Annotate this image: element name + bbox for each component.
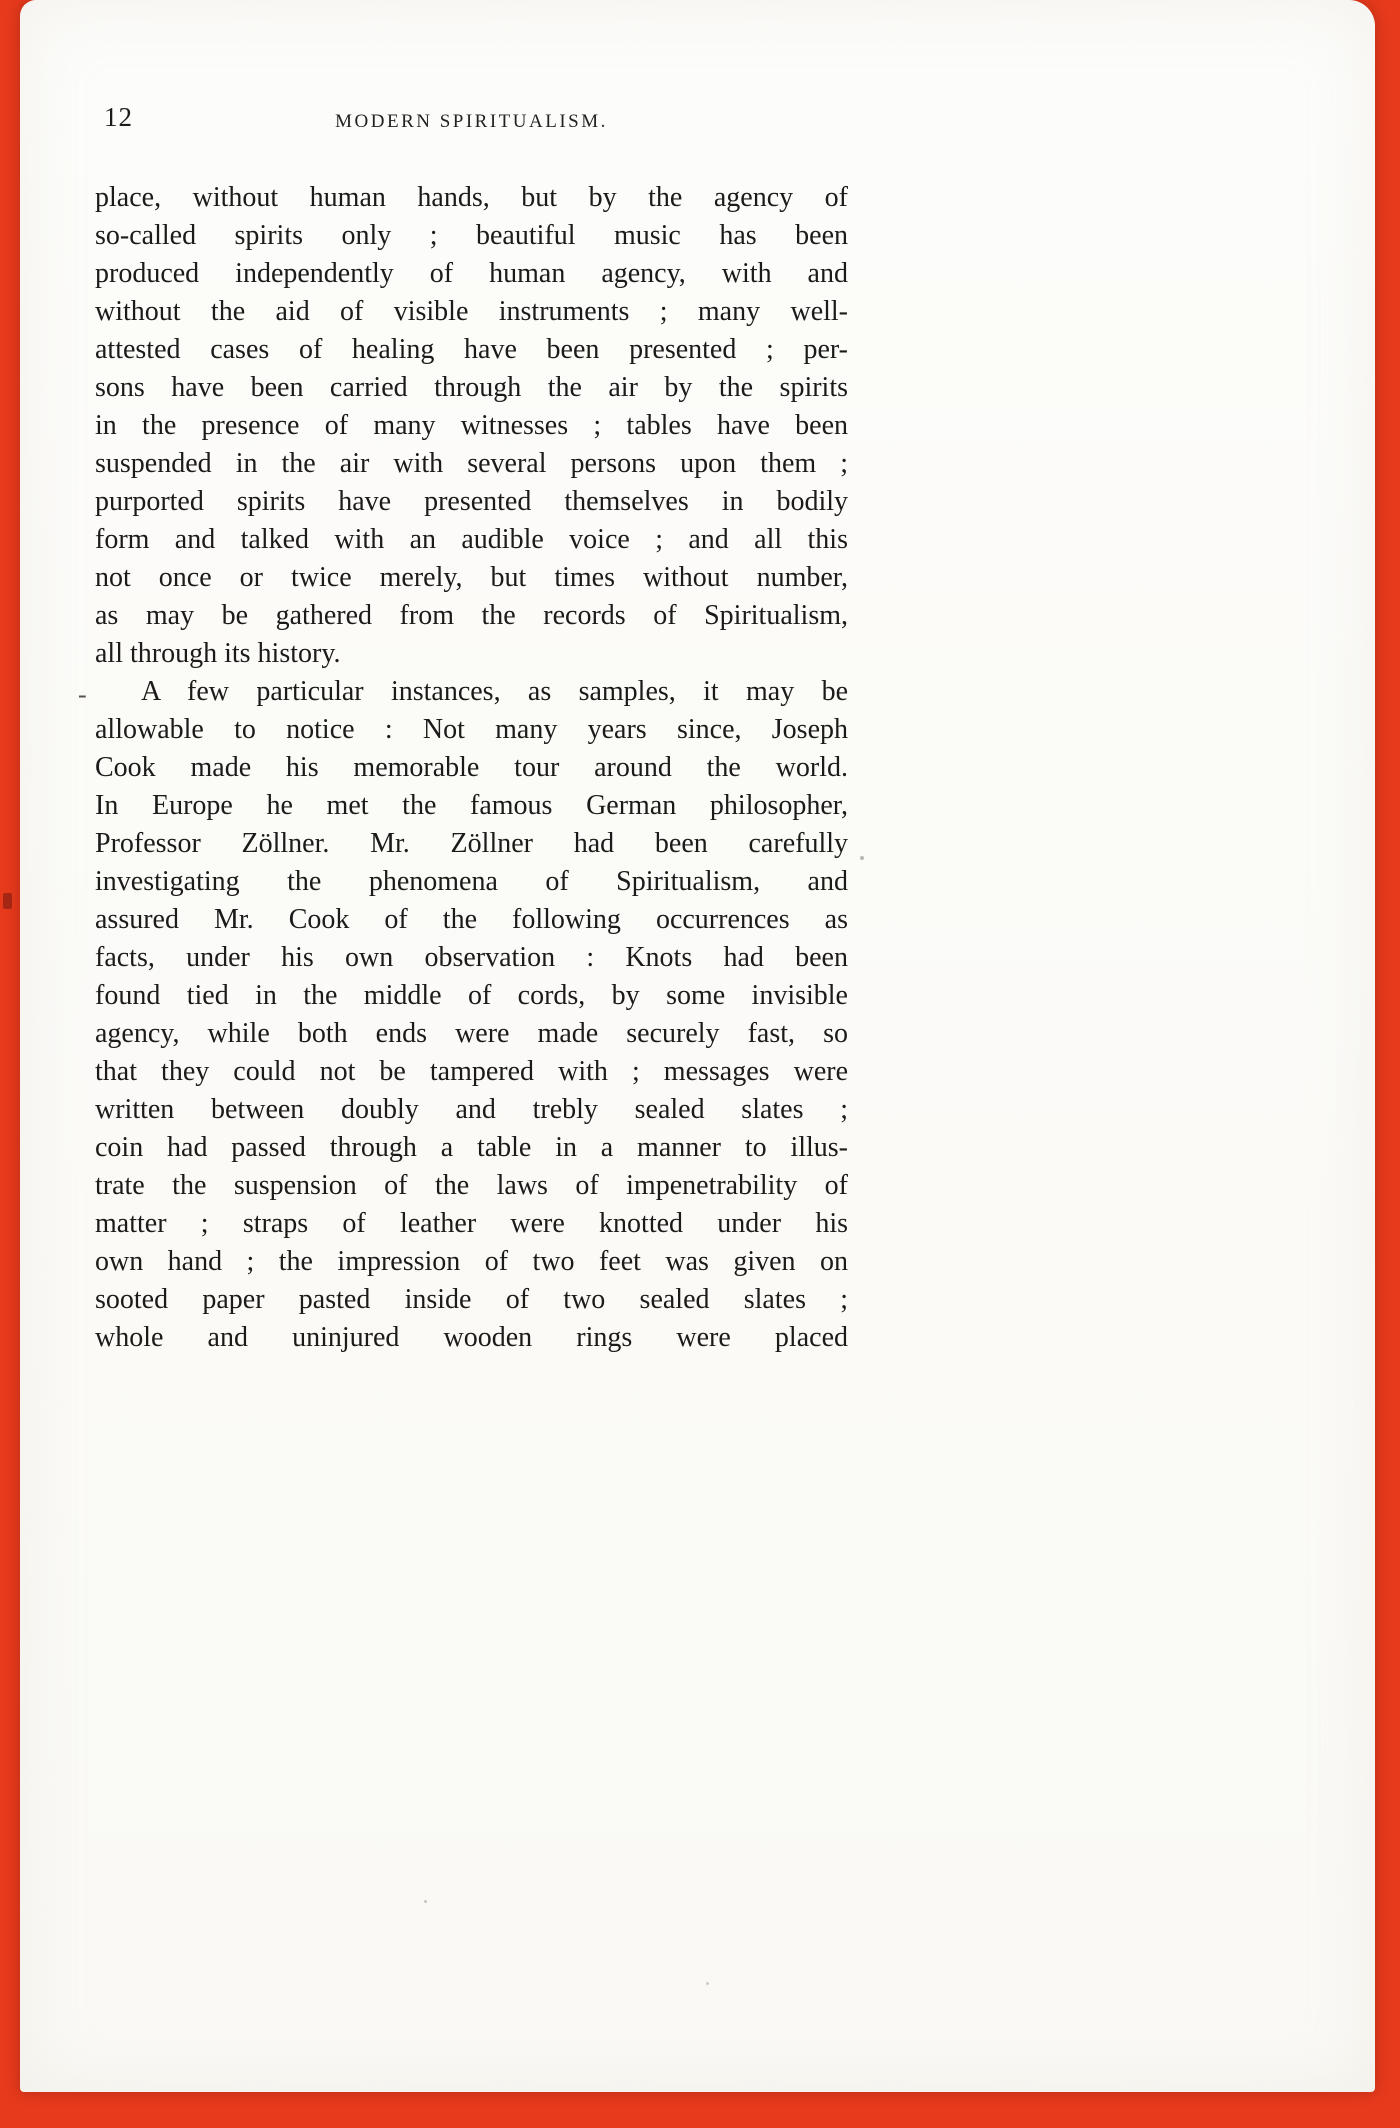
text-line: investigating the phenomena of Spiritualism, and [95, 866, 848, 897]
scan-speck [424, 1900, 427, 1903]
scan-speck [860, 856, 864, 860]
text-line: written between doubly and trebly sealed slates ; [95, 1094, 848, 1125]
text-line: assured Mr. Cook of the following occurrences as [95, 904, 848, 935]
text-line: matter ; straps of leather were knotted under his [95, 1208, 848, 1239]
text-line: agency, while both ends were made securely fast, so [95, 1018, 848, 1049]
text-line: not once or twice merely, but times without number, [95, 562, 848, 593]
text-line: whole and uninjured wooden rings were placed [95, 1322, 848, 1353]
text-line: sons have been carried through the air by the spirits [95, 372, 848, 403]
text-line: so-called spirits only ; beautiful music has been [95, 220, 848, 251]
text-line: form and talked with an audible voice ; and all this [95, 524, 848, 555]
text-line: coin had passed through a table in a manner to illus- [95, 1132, 848, 1163]
text-line: Cook made his memorable tour around the world. [95, 752, 848, 783]
text-line: A few particular instances, as samples, it may be [141, 676, 848, 707]
scan-edge-mark [3, 893, 12, 909]
running-head: MODERN SPIRITUALISM. [335, 111, 608, 132]
text-line: found tied in the middle of cords, by some invisible [95, 980, 848, 1011]
body-text [95, 179, 848, 1357]
text-line: facts, under his own observation : Knots had been [95, 942, 848, 973]
print-artifact-dash: - [78, 680, 87, 709]
text-line: as may be gathered from the records of Spiritualism, [95, 600, 848, 631]
text-line: without the aid of visible instruments ; many well- [95, 296, 848, 327]
book-page [20, 0, 1375, 2092]
text-line: that they could not be tampered with ; messages were [95, 1056, 848, 1087]
text-line: attested cases of healing have been presented ; per- [95, 334, 848, 365]
text-line: all through its history. [95, 638, 341, 669]
text-line: in the presence of many witnesses ; tables have been [95, 410, 848, 441]
text-line: Professor Zöllner. Mr. Zöllner had been carefully [95, 828, 848, 859]
text-line: purported spirits have presented themselves in bodily [95, 486, 848, 517]
text-line: own hand ; the impression of two feet was given on [95, 1246, 848, 1277]
scan-speck [706, 1982, 709, 1985]
page-number: 12 [104, 102, 133, 132]
text-line: In Europe he met the famous German philosopher, [95, 790, 848, 821]
text-line: sooted paper pasted inside of two sealed slates ; [95, 1284, 848, 1315]
text-line: suspended in the air with several persons upon them ; [95, 448, 848, 479]
text-line: trate the suspension of the laws of impenetrability of [95, 1170, 848, 1201]
text-line: place, without human hands, but by the agency of [95, 182, 848, 213]
text-line: produced independently of human agency, with and [95, 258, 848, 289]
text-line: allowable to notice : Not many years since, Joseph [95, 714, 848, 745]
